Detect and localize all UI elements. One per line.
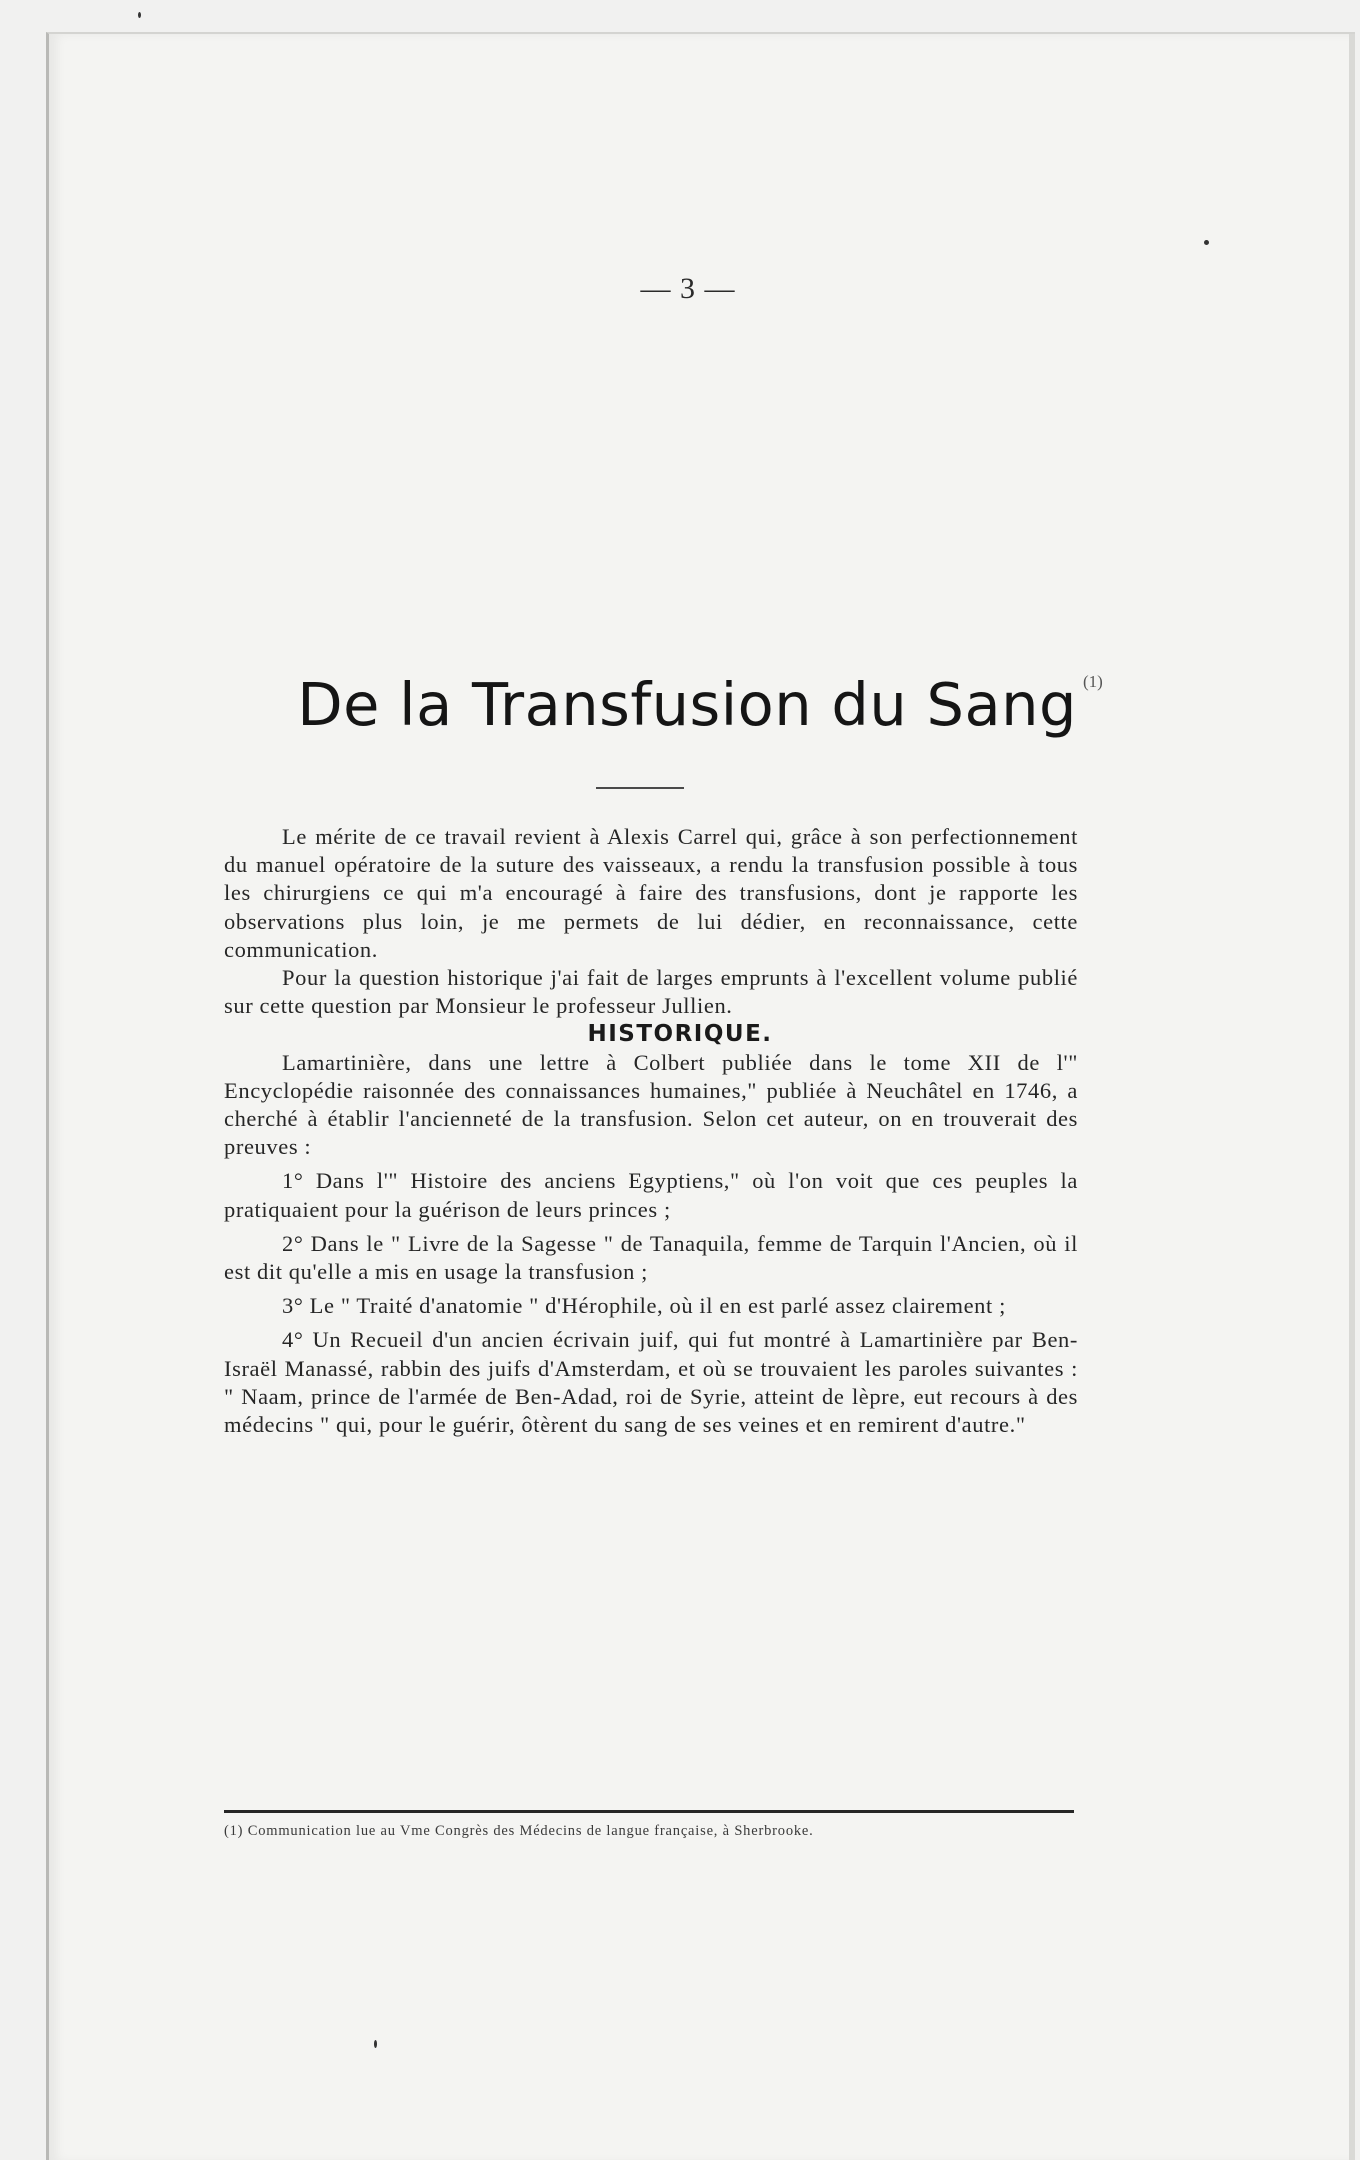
- section-heading: HISTORIQUE.: [587, 1021, 773, 1048]
- list-item: 4° Un Recueil d'un ancien écrivain juif, qui fut montré à Lamartinière par Ben-Israël Manassé, rabbin des juifs d'Amsterdam, et où se trouvaient les paroles suivantes : " Naam, prince de l'armée de Ben-Adad, roi de Syrie, atteint de lèpre, eut recours à des médecins " qui, pour le guérir, ôtèrent du sang de ses veines et en remirent d'autre.": [224, 1327, 1078, 1438]
- intro-paragraph-1: Le mérite de ce travail revient à Alexis Carrel qui, grâce à son perfectionnement du manuel opératoire de la suture des vaisseaux, a rendu la transfusion possible à tous les chirurgiens ce qui m'a encouragé à faire des transfusions, dont je rapporte les observations plus loin, je me permets de lui dédier, en reconnaissance, cette communication.: [224, 824, 1078, 962]
- list-item: 3° Le " Traité d'anatomie " d'Hérophile, où il en est parlé assez clairement ;: [282, 1293, 1006, 1319]
- footnote: (1) Communication lue au Vme Congrès des Médecins de langue française, à Sherbrooke.: [224, 1823, 814, 1839]
- title-divider: [596, 787, 684, 789]
- title-block: [250, 670, 1150, 739]
- page-title: De la Transfusion du Sang: [297, 670, 1077, 739]
- list-item: 1° Dans l'" Histoire des anciens Egyptiens," où l'on voit que ces peuples la pratiquaient pour la guérison de leurs princes ;: [224, 1168, 1078, 1222]
- article-body: [224, 823, 1078, 1439]
- ink-speck: [138, 12, 141, 18]
- page-number: — 3 —: [640, 272, 736, 305]
- intro-paragraph-2: Pour la question historique j'ai fait de larges emprunts à l'excellent volume publié sur cette question par Monsieur le professeur Jullien.: [224, 965, 1078, 1019]
- list-item: 2° Dans le " Livre de la Sagesse " de Tanaquila, femme de Tarquin l'Ancien, où il est dit qu'elle a mis en usage la transfusion ;: [224, 1230, 1078, 1285]
- footnote-divider: [224, 1810, 1074, 1813]
- historique-paragraph: Lamartinière, dans une lettre à Colbert publiée dans le tome XII de l'" Encyclopédie raisonnée des connaissances humaines," publiée à Neuchâtel en 1746, a cherché à établir l'ancienneté de la transfusion. Selon cet auteur, on en trouverait des preuves :: [224, 1049, 1078, 1160]
- title-footnote-marker: (1): [1082, 672, 1103, 691]
- ink-speck: [1204, 240, 1209, 245]
- ink-speck: [374, 2040, 377, 2048]
